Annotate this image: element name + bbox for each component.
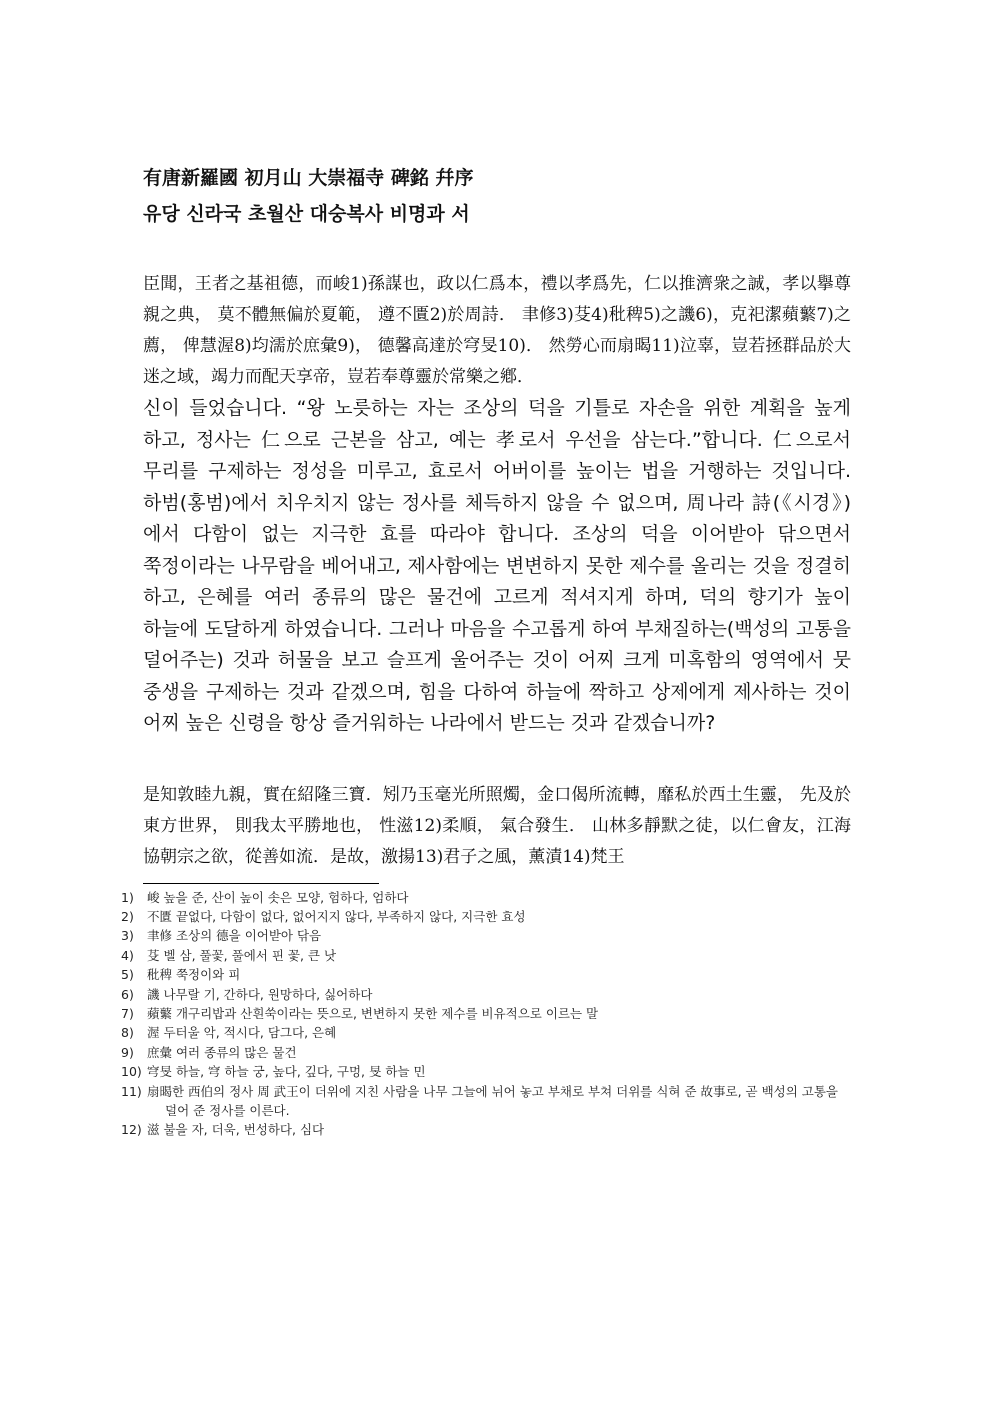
footnote-item: 10) 穹旻 하늘, 穹 하늘 궁, 높다, 깊다, 구멍, 旻 하늘 민	[121, 1064, 426, 1080]
footnote-text: 譏 나무랄 기, 간하다, 원망하다, 싫어하다	[146, 986, 373, 1002]
section-1-korean-translation: 신이 들었습니다. “왕 노릇하는 자는 조상의 덕을 기틀로 자손을 위한 계획을 높게 하고, 정사는 仁으로 근본을 삼고, 예는 孝로서 우선을 삼는다.”합니다. 仁으로서 무리를 구제하는 정성을 미루고, 효로서 어버이를 높이는 법을 거행하는 것입니다. 하범(홍범)에서 치우치지 않는 정사를 체득하지 않을 수 없으며, 周나라 詩(《시경》)에서 다함이 없는 지극한 효를 따라야 합니다. 조상의 덕을 이어받아 닦으면서 쭉정이라는 나무람을 베어내고, 제사함에는 변변하지 못한 제수를 올리는 것을 정결히 하고, 은혜를 여러 종류의 많은 물건에 고르게 적셔지게 하며, 덕의 향기가 높이 하늘에 도달하게 하였습니다. 그러나 마음을 수고롭게 하여 부채질하는(백성의 고통을 덜어주는) 것과 허물을 보고 슬프게 울어주는 것이 어찌 크게 미혹함의 영역에서 뭇 중생을 구제하는 것과 같겠으며, 힘을 다하여 하늘에 짝하고 상제에게 제사하는 것이 어찌 높은 신령을 항상 즐거워하는 나라에서 받드는 것과 같겠습니까?	[143, 397, 851, 734]
title-hanja: 有唐新羅國 初月山 大崇福寺 碑銘 幷序	[143, 167, 474, 189]
footnote-text: 峻 높을 준, 산이 높이 솟은 모양, 험하다, 엄하다	[146, 889, 409, 905]
footnote-text: 秕稗 쭉정이와 피	[146, 967, 241, 983]
footnote-text: 穹旻 하늘, 穹 하늘 궁, 높다, 깊다, 구멍, 旻 하늘 민	[146, 1064, 426, 1080]
footnote-text: 芟 벨 삼, 풀꽃, 풀에서 핀 꽃, 큰 낫	[146, 947, 337, 963]
footnote-item: 2) 不匱 끝없다, 다함이 없다, 없어지지 않다, 부족하지 않다, 지극한 효성	[121, 908, 526, 924]
footnote-text: 庶彙 여러 종류의 많은 물건	[146, 1044, 297, 1060]
section-1	[143, 269, 851, 740]
footnote-item: 12) 滋 불을 자, 더욱, 번성하다, 심다	[121, 1122, 325, 1138]
footnote-item: 3) 聿修 조상의 德을 이어받아 닦음	[121, 928, 322, 944]
footnote-text: 聿修 조상의 德을 이어받아 닦음	[146, 928, 322, 944]
footnote-list	[121, 888, 851, 1140]
footnote-text: 渥 두터울 악, 적시다, 담그다, 은혜	[146, 1025, 337, 1041]
section-2-hanja-paragraph: 是知敦睦九親，實在紹隆三寶．矧乃玉毫光所照燭，金口偈所流轉，靡私於西土生靈， 先及於東方世界， 則我太平勝地也， 性滋12)柔順， 氣合發生． 山林多靜默之徒，以仁會友，江海協朝宗之欲，從善如流．是故，激揚13)君子之風，薰漬14)梵王	[143, 784, 851, 867]
section-2	[143, 780, 851, 873]
footnote-text: 不匱 끝없다, 다함이 없다, 없어지지 않다, 부족하지 않다, 지극한 효성	[146, 908, 526, 924]
footnote-item: 9) 庶彙 여러 종류의 많은 물건	[121, 1044, 297, 1060]
footnote-text: 蘋蘩 개구리밥과 산흰쑥이라는 뜻으로, 변변하지 못한 제수를 비유적으로 이르는 말	[146, 1005, 599, 1021]
footnote-separator	[143, 883, 379, 884]
footnote-item: 8) 渥 두터울 악, 적시다, 담그다, 은혜	[121, 1025, 337, 1041]
title-korean: 유당 신라국 초월산 대숭복사 비명과 서	[143, 203, 470, 225]
footnote-item: 5) 秕稗 쭉정이와 피	[121, 967, 241, 983]
footnote-text: 扇暍한 西伯의 정사 周 武王이 더위에 지친 사람을 나무 그늘에 뉘어 놓고 부채로 부쳐 더위를 식혀 준 故事로, 곧 백성의 고통을 덜어 준 정사를 이른다.	[146, 1083, 839, 1118]
footnote-item: 1) 峻 높을 준, 산이 높이 솟은 모양, 험하다, 엄하다	[121, 889, 409, 905]
footnote-text: 滋 불을 자, 더욱, 번성하다, 심다	[146, 1122, 325, 1138]
footnote-item: 6) 譏 나무랄 기, 간하다, 원망하다, 싫어하다	[121, 986, 373, 1002]
page-content	[121, 163, 851, 1140]
section-1-hanja-paragraph: 臣聞，王者之基祖德，而峻1)孫謀也，政以仁爲本，禮以孝爲先，仁以推濟衆之誠，孝以擧尊親之典， 莫不體無偏於夏範， 遵不匱2)於周詩． 聿修3)芟4)秕稗5)之譏6)，克祀潔蘋蘩7)之薦， 俾慧渥8)均濡於庶彙9)， 德馨高達於穹旻10)． 然勞心而扇暍11)泣辜，豈若拯群品於大迷之域，竭力而配天享帝，豈若奉尊靈於常樂之鄕．	[143, 274, 851, 387]
footnote-item: 4) 芟 벨 삼, 풀꽃, 풀에서 핀 꽃, 큰 낫	[121, 947, 337, 963]
footnote-item: 11) 扇暍한 西伯의 정사 周 武王이 더위에 지친 사람을 나무 그늘에 뉘어 놓고 부채로 부쳐 더위를 식혀 준 故事로, 곧 백성의 고통을 덜어 준 정사를 이른다.	[121, 1083, 839, 1118]
footnote-item: 7) 蘋蘩 개구리밥과 산흰쑥이라는 뜻으로, 변변하지 못한 제수를 비유적으로 이르는 말	[121, 1005, 599, 1021]
